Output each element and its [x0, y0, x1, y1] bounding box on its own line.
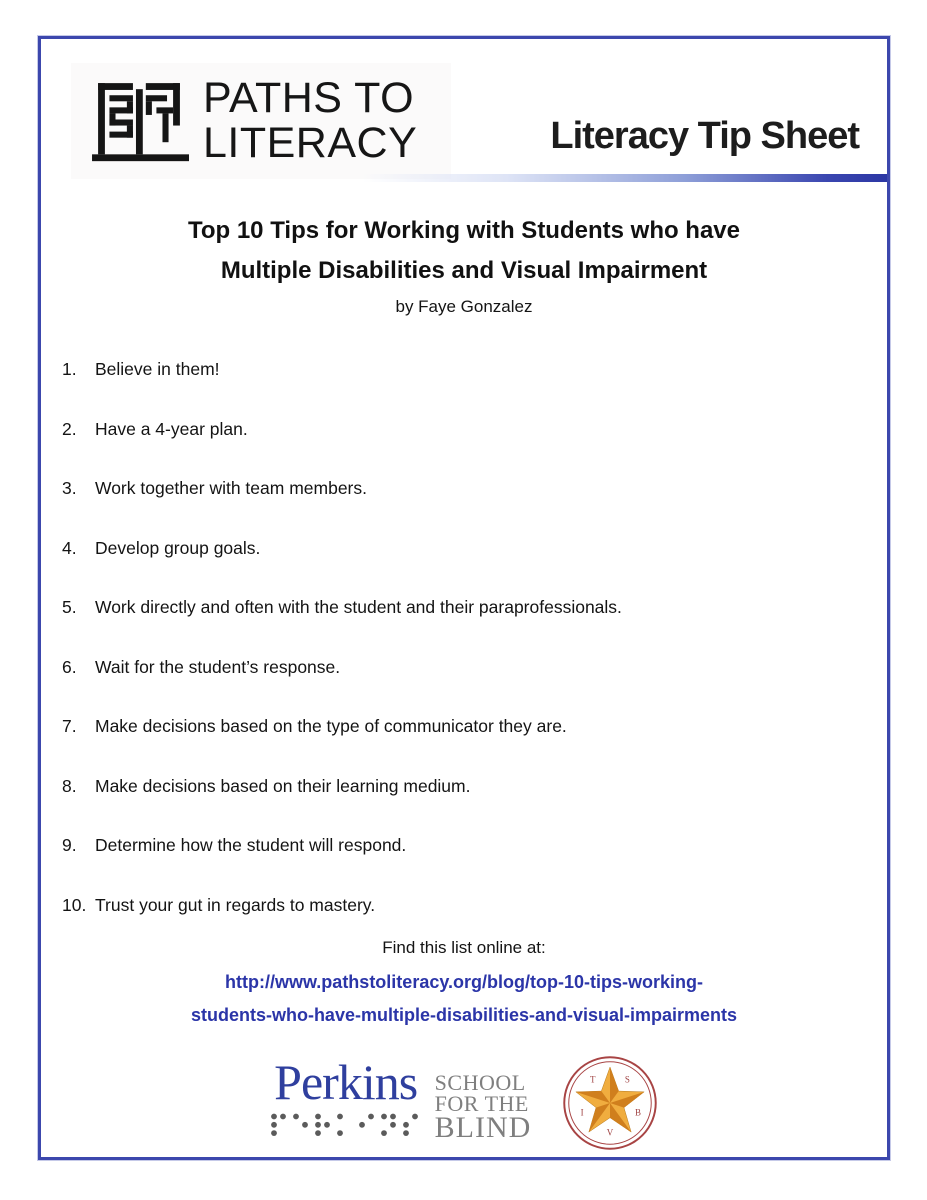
tip-number: 3.	[62, 478, 77, 498]
school-line-2: FOR THE	[434, 1091, 529, 1116]
school-line-3: BLIND	[434, 1111, 532, 1144]
tip-number: 6.	[62, 656, 77, 677]
find-online-intro: Find this list online at:	[382, 938, 546, 957]
tip-sheet-heading: Literacy Tip Sheet	[550, 115, 859, 157]
tip-text: Trust your gut in regards to mastery.	[95, 894, 376, 915]
byline: by Faye Gonzalez	[395, 297, 533, 316]
tip-list-item	[62, 595, 842, 619]
school-line-1: SCHOOL	[434, 1070, 526, 1095]
tip-number: 10.	[62, 894, 87, 915]
perkins-wordmark: Perkins	[274, 1054, 418, 1110]
tip-text: Make decisions based on the type of communicator they are.	[95, 716, 567, 736]
svg-text:I: I	[580, 1107, 584, 1118]
logo-line-1: PATHS TO	[203, 74, 415, 122]
tip-number: 7.	[62, 716, 77, 736]
tip-text: Wait for the student’s response.	[95, 656, 341, 677]
perkins-logo	[269, 1052, 423, 1137]
tip-number: 2.	[62, 418, 77, 439]
tsbvi-seal-icon	[561, 1054, 659, 1152]
svg-text:T: T	[590, 1074, 596, 1085]
tip-list-item	[62, 833, 842, 857]
page-title-line-2: Multiple Disabilities and Visual Impairment	[220, 257, 708, 284]
tip-text: Develop group goals.	[95, 537, 261, 558]
title-block	[41, 211, 887, 319]
svg-text:B: B	[635, 1107, 642, 1118]
tip-text: Determine how the student will respond.	[95, 835, 407, 855]
tip-list-item	[62, 714, 842, 738]
braille-dots	[269, 1112, 423, 1137]
header-gradient-rule	[41, 174, 887, 182]
tip-list-item	[62, 774, 842, 798]
tip-number: 9.	[62, 835, 77, 855]
tip-number: 5.	[62, 597, 77, 617]
tip-text: Have a 4-year plan.	[95, 418, 248, 439]
maze-logo-icon	[89, 69, 189, 173]
logo-wordmark	[203, 76, 417, 166]
tip-number: 8.	[62, 775, 77, 796]
tip-text: Make decisions based on their learning medium.	[95, 775, 471, 796]
tip-list-item	[62, 476, 842, 500]
tip-list-item	[62, 357, 842, 381]
tip-sheet-page	[38, 36, 890, 1160]
online-url-line-2[interactable]: students-who-have-multiple-disabilities-and-visual-impairments	[190, 1005, 738, 1025]
tip-list-item	[62, 893, 842, 917]
find-online-block	[41, 936, 887, 1032]
tip-list-item	[62, 417, 842, 441]
svg-text:S: S	[625, 1074, 631, 1085]
tip-list-item	[62, 655, 842, 679]
footer-logos	[41, 1052, 887, 1152]
tip-number: 1.	[62, 359, 77, 379]
tips-list	[62, 357, 842, 952]
tip-text: Work together with team members.	[95, 478, 367, 498]
svg-text:V: V	[607, 1127, 614, 1138]
online-url-line-1[interactable]: http://www.pathstoliteracy.org/blog/top-10-tips-working-	[225, 972, 703, 992]
logo-line-2: LITERACY	[203, 119, 418, 167]
page-title-line-1: Top 10 Tips for Working with Students who have	[187, 217, 741, 244]
school-for-the-blind-label	[434, 1052, 532, 1144]
tip-text: Believe in them!	[95, 359, 220, 379]
tip-list-item	[62, 536, 842, 560]
tip-text: Work directly and often with the student and their paraprofessionals.	[95, 597, 622, 617]
tip-number: 4.	[62, 537, 77, 558]
paths-to-literacy-logo	[71, 63, 451, 179]
